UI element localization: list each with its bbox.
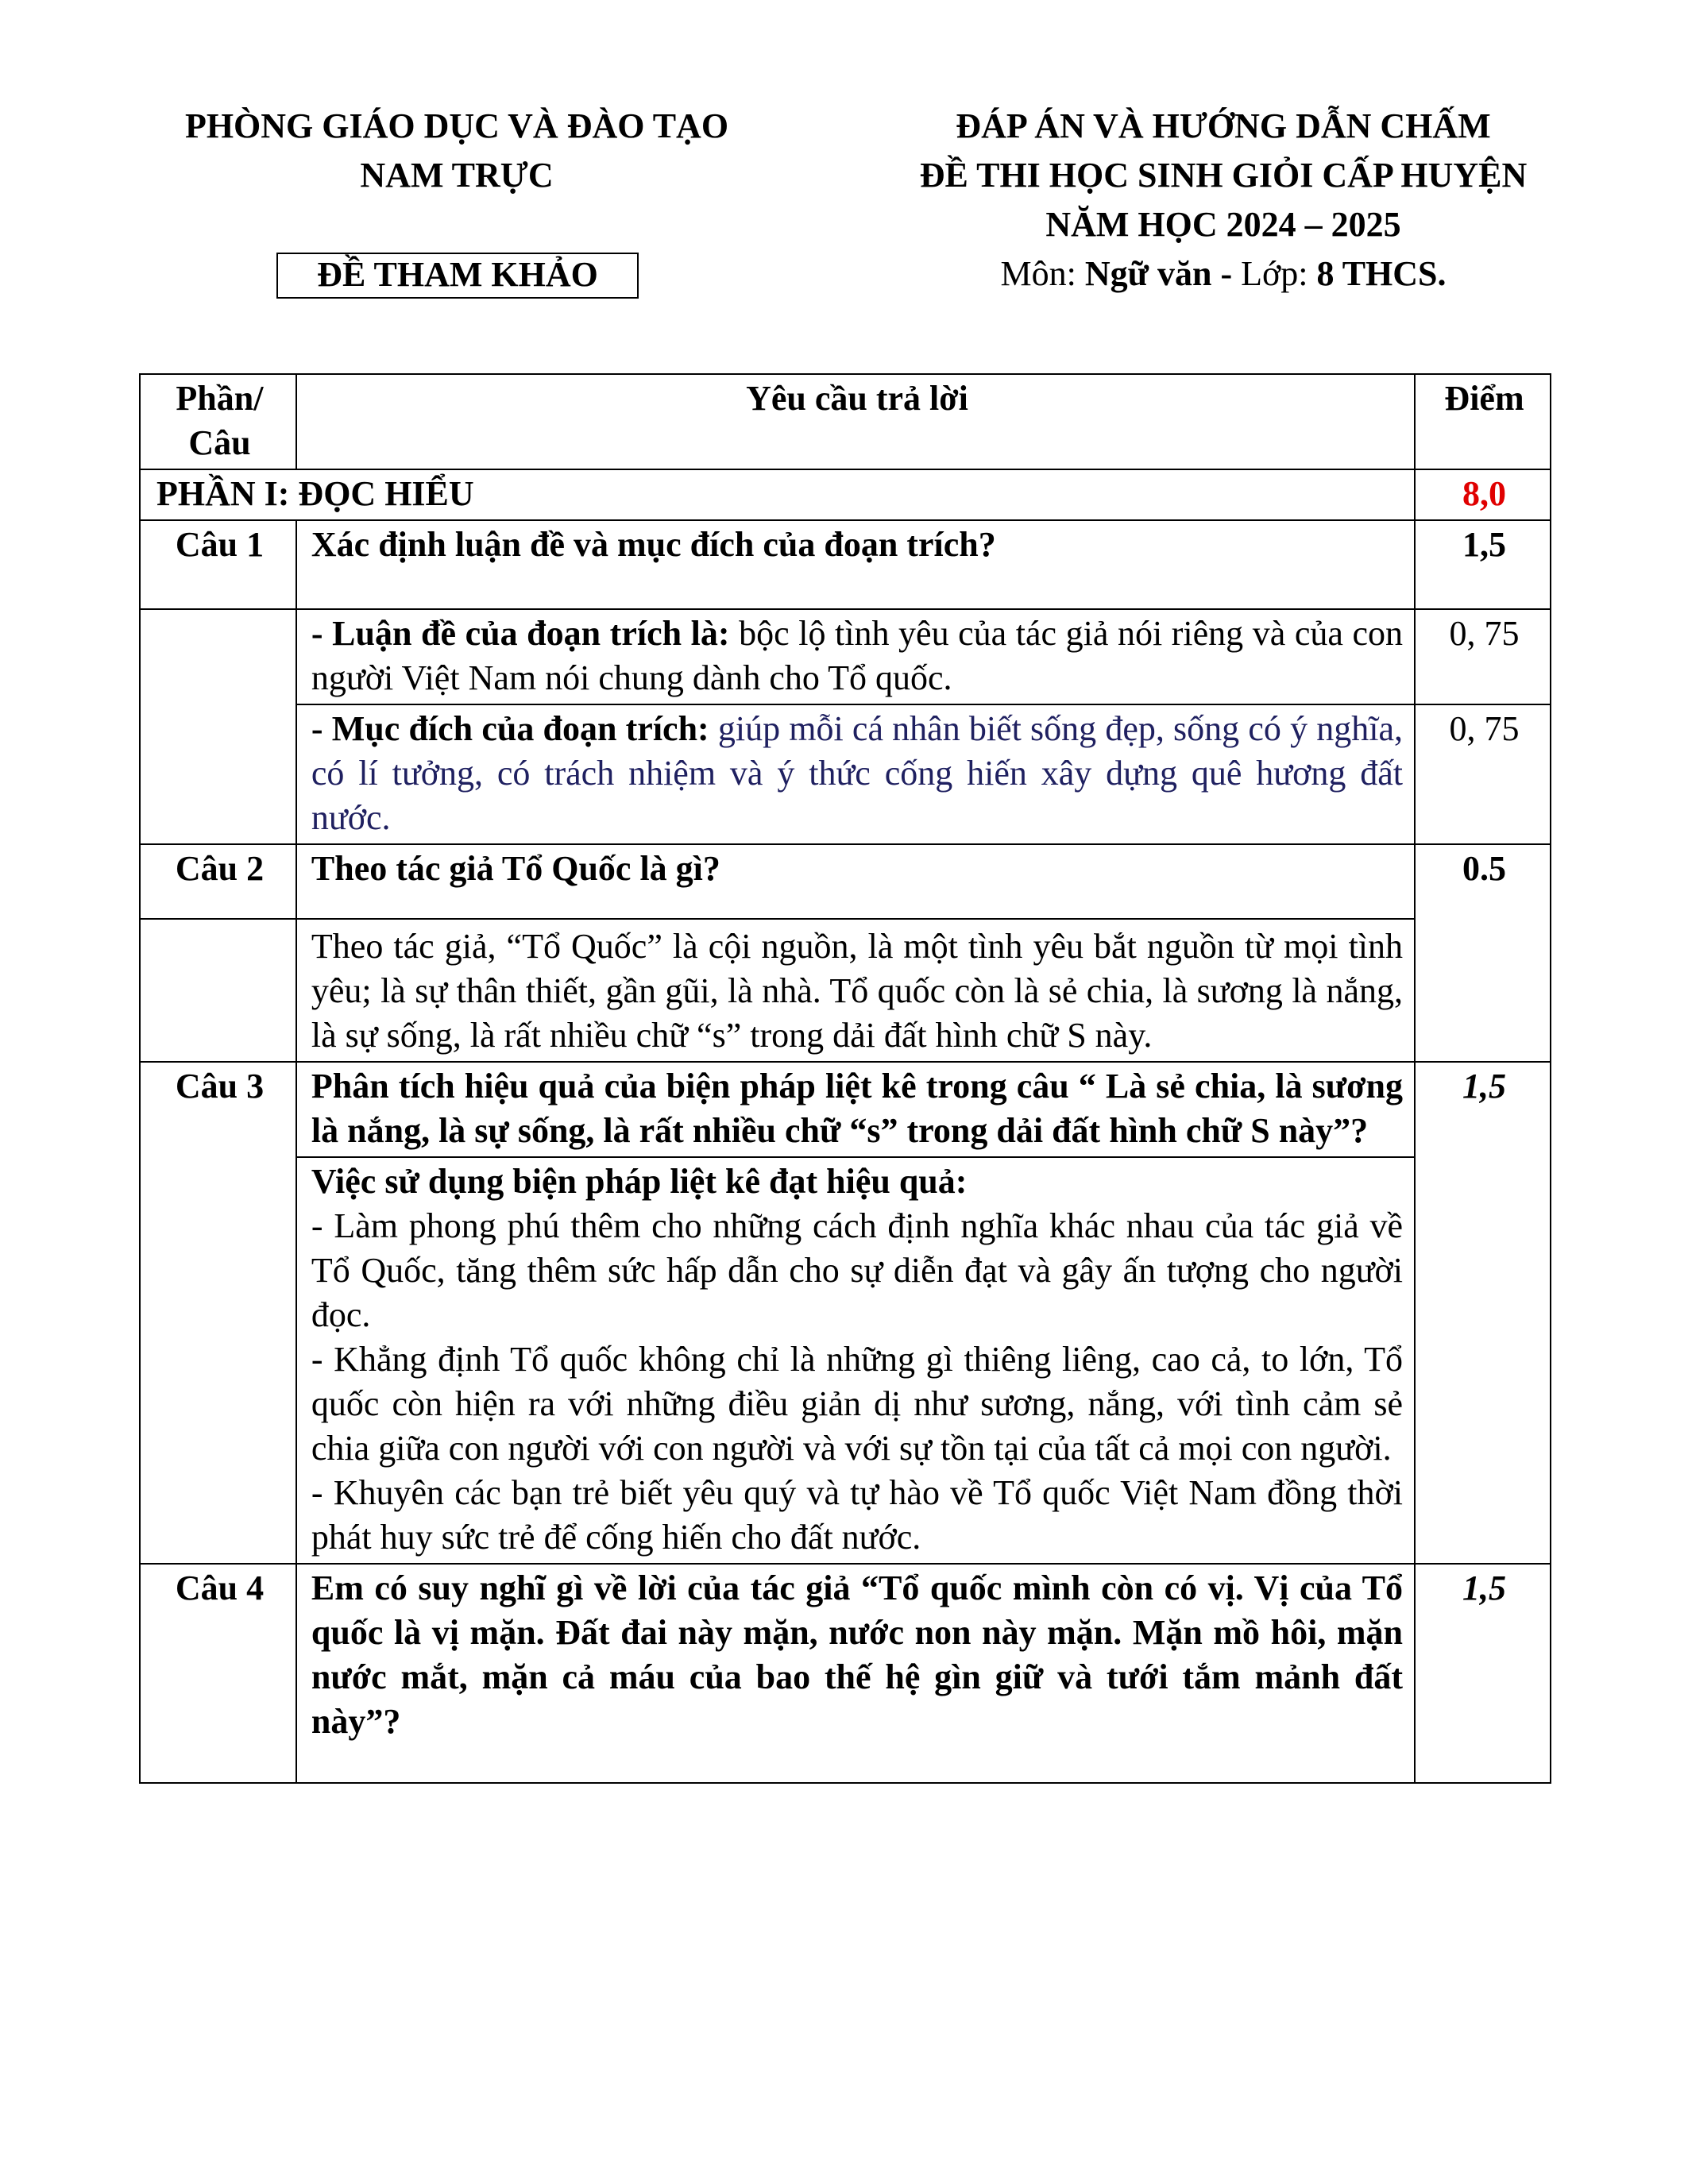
exam-title: ĐỀ THI HỌC SINH GIỎI CẤP HUYỆN — [919, 156, 1528, 195]
q3-bullet-2: - Khẳng định Tổ quốc không chỉ là những gì thiêng liêng, cao cả, to lớn, Tổ quốc còn hiện ra với những điều giản dị như sương, nắng, với tình cảm sẻ chia giữa con người với con người và với sự tồn tại của tất cả mọi con người. — [311, 1340, 1404, 1468]
q1-empty-cell — [140, 609, 296, 844]
department-name: PHÒNG GIÁO DỤC VÀ ĐÀO TẠO — [184, 106, 729, 145]
header-right — [874, 102, 1573, 299]
q1-answer1-lead: - Luận đề của đoạn trích là: — [311, 614, 730, 653]
grade-prefix: Lớp: — [1241, 254, 1317, 293]
q3-answer-title: Việc sử dụng biện pháp liệt kê đạt hiệu quả: — [311, 1162, 968, 1201]
district-name: NAM TRỰC — [360, 156, 554, 195]
q2-answer-row — [140, 919, 1551, 1062]
q2-question: Theo tác giả Tổ Quốc là gì? — [296, 844, 1415, 919]
q2-answer: Theo tác giả, “Tổ Quốc” là cội nguồn, là một tình yêu bắt nguồn từ mọi tình yêu; là sự thân thiết, gần gũi, là nhà. Tổ quốc còn là sẻ chia, là sương là nắng, là sự sống, là rất nhiều chữ “s” trong dải đất hình chữ S này. — [296, 919, 1415, 1062]
table-header-row — [140, 374, 1551, 469]
q2-empty-cell — [140, 919, 296, 1062]
part1-title: PHẦN I: ĐỌC HIỂU — [140, 469, 1415, 520]
header-score: Điểm — [1415, 374, 1551, 469]
q1-answer2 — [296, 704, 1415, 844]
q3-bullet-3: - Khuyên các bạn trẻ biết yêu quý và tự hào về Tổ quốc Việt Nam đồng thời phát huy sức trẻ để cống hiến cho đất nước. — [311, 1473, 1404, 1557]
q1-question: Xác định luận đề và mục đích của đoạn trích? — [296, 520, 1415, 609]
header-requirements: Yêu cầu trả lời — [296, 374, 1415, 469]
q4-row — [140, 1564, 1551, 1783]
q3-score: 1,5 — [1415, 1062, 1551, 1564]
header-part-question: Phần/ Câu — [140, 374, 296, 469]
q1-row — [140, 520, 1551, 609]
q1-label: Câu 1 — [140, 520, 296, 609]
q1-answer1-score: 0, 75 — [1415, 609, 1551, 704]
q3-answer-row — [140, 1157, 1551, 1564]
doc-title: ĐÁP ÁN VÀ HƯỚNG DẪN CHẤM — [956, 106, 1491, 145]
subject-value: Ngữ văn - — [1084, 254, 1242, 293]
school-year: NĂM HỌC 2024 – 2025 — [1045, 205, 1401, 244]
q4-label: Câu 4 — [140, 1564, 296, 1783]
part1-score: 8,0 — [1415, 469, 1551, 520]
q1-answer1-text: bộc lộ tình yêu của tác giả nói riêng và của con người Việt Nam nói chung dành cho Tổ quốc. — [311, 614, 1404, 697]
grade-value: 8 THCS. — [1316, 254, 1447, 293]
q1-score: 1,5 — [1415, 520, 1551, 609]
reference-exam-box: ĐỀ THAM KHẢO — [276, 253, 639, 299]
q4-question: Em có suy nghĩ gì về lời của tác giả “Tổ quốc mình còn có vị. Vị của Tổ quốc là vị mặn. Đất đai này mặn, nước non này mặn. Mặn mồ hôi, mặn nước mắt, mặn cả máu của bao thế hệ gìn giữ và tưới tắm mảnh đất này”? — [296, 1564, 1415, 1783]
header-left — [139, 102, 774, 200]
q1-answer1-row — [140, 609, 1551, 704]
q3-row — [140, 1062, 1551, 1157]
subject-line — [874, 249, 1573, 299]
answer-table — [139, 373, 1551, 1784]
q3-bullet-1: - Làm phong phú thêm cho những cách định nghĩa khác nhau của tác giả về Tổ Quốc, tăng thêm sức hấp dẫn cho sự diễn đạt và gây ấn tượng cho người đọc. — [311, 1206, 1404, 1334]
q2-label: Câu 2 — [140, 844, 296, 919]
q1-answer2-row — [140, 704, 1551, 844]
q4-score: 1,5 — [1415, 1564, 1551, 1783]
q1-answer2-text: giúp mỗi cá nhân biết sống đẹp, sống có ý nghĩa, có lí tưởng, có trách nhiệm và ý thức cống hiến xây dựng quê hương đất nước. — [311, 709, 1404, 837]
q1-answer2-lead: - Mục đích của đoạn trích: — [311, 709, 709, 748]
q3-answer — [296, 1157, 1415, 1564]
q2-row — [140, 844, 1551, 919]
q2-score: 0.5 — [1415, 844, 1551, 1062]
q3-question: Phân tích hiệu quả của biện pháp liệt kê trong câu “ Là sẻ chia, là sương là nắng, là sự sống, là rất nhiều chữ “s” trong dải đất hình chữ S này”? — [296, 1062, 1415, 1157]
part1-row — [140, 469, 1551, 520]
q1-answer2-score: 0, 75 — [1415, 704, 1551, 844]
q3-label: Câu 3 — [140, 1062, 296, 1564]
q1-answer1 — [296, 609, 1415, 704]
subject-prefix: Môn: — [1000, 254, 1085, 293]
